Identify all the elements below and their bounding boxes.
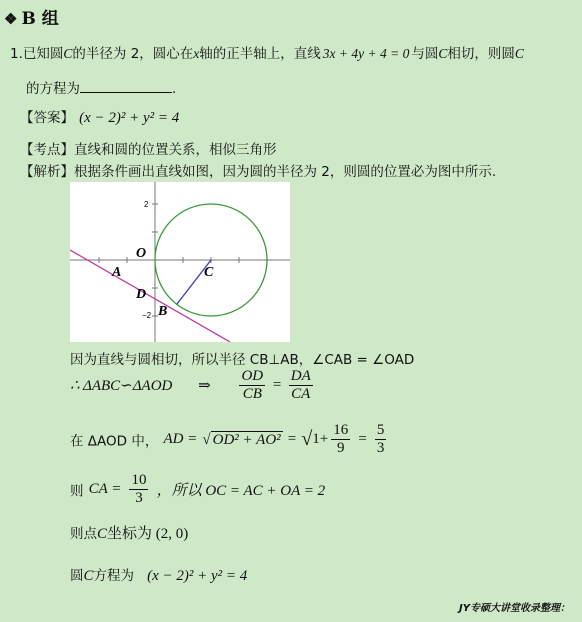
fraction-denominator: CB	[242, 386, 262, 402]
section-title: B 组	[21, 9, 59, 29]
equals: =	[271, 377, 282, 393]
var-c: C	[438, 46, 448, 61]
step-5-rest: 坐标为 (2, 0)	[107, 526, 189, 542]
question-text-2: 的半径为 2，圆心在	[72, 46, 194, 62]
label-c: C	[204, 265, 214, 280]
jiexi-text: 根据条件画出直线如图，因为圆的半径为 2，则圆的位置必为图中所示.	[74, 164, 497, 180]
var-c: C	[63, 46, 73, 61]
question-text-3: 轴的正半轴上，直线	[199, 46, 321, 62]
footer-credit: JY专硕大讲堂收录整理：	[459, 603, 570, 614]
answer-tag: 【答案】	[20, 110, 74, 126]
fraction-da-ca	[289, 368, 313, 403]
geometry-figure	[70, 182, 290, 342]
fraction-numerator: DA	[290, 368, 311, 384]
step-4-prefix: 则	[70, 483, 84, 500]
var-c: C	[514, 46, 524, 61]
tick-label-2: 2	[144, 200, 149, 209]
var-c: C	[83, 568, 94, 584]
step-2-left: ∴ ΔABC∽ΔAOD	[70, 378, 173, 394]
step-4	[70, 472, 325, 507]
question-number: 1.	[10, 46, 23, 62]
fraction-denominator: 3	[376, 440, 385, 456]
var-c: C	[97, 526, 108, 542]
kaodian-tag: 【考点】	[20, 142, 74, 158]
jiexi-row	[20, 160, 496, 180]
implies-symbol: ⇒	[198, 378, 211, 394]
step-6-rest: 方程为	[93, 568, 135, 584]
step-6	[70, 564, 247, 585]
var-x: x	[193, 46, 200, 61]
fraction-5-3	[375, 422, 387, 457]
sqrt-symbol: √	[301, 428, 313, 450]
line-equation: 3x + 4y + 4 = 0	[322, 46, 410, 61]
sqrt-content: OD² + AO²	[212, 431, 281, 448]
step-1-text: 因为直线与圆相切，所以半径 CB⊥AB，∠CAB = ∠OAD	[70, 352, 415, 368]
fraction-denominator: CA	[291, 386, 311, 402]
label-a: A	[112, 265, 122, 280]
fraction-numerator: OD	[241, 368, 264, 384]
step-5-text: 则点	[70, 526, 97, 542]
question-text-1: 已知圆	[22, 46, 64, 62]
question-end: .	[172, 81, 177, 97]
answer-blank	[80, 80, 172, 93]
diamond-icon: ❖	[4, 10, 18, 28]
tick-label-neg2: −2	[142, 311, 152, 320]
question-line-2	[26, 77, 176, 97]
question-text-4: 与圆	[411, 46, 439, 62]
answer-row	[20, 106, 179, 127]
equals: =	[358, 431, 367, 447]
label-b: B	[158, 304, 168, 319]
fraction-10-3	[129, 472, 148, 507]
fraction-numerator: 16	[333, 422, 349, 438]
step-1	[70, 348, 414, 368]
step-3	[70, 422, 389, 457]
answer-formula: (x − 2)² + y² = 4	[79, 110, 180, 126]
fraction-denominator: 3	[135, 490, 143, 506]
kaodian-text: 直线和圆的位置关系，相似三角形	[74, 142, 277, 158]
final-formula: (x − 2)² + y² = 4	[147, 568, 248, 584]
jiexi-tag: 【解析】	[20, 164, 74, 180]
step-5	[70, 522, 188, 543]
question-line-1	[10, 42, 524, 62]
fraction-denominator: 9	[337, 440, 345, 456]
step-4-suffix: ，所以 OC = AC + OA = 2	[156, 483, 326, 499]
step-3-prefix: 在 ΔAOD 中，	[70, 433, 159, 450]
question-text-6: 的方程为	[26, 81, 80, 97]
one-plus: 1+	[312, 431, 329, 447]
step-6-text: 圆	[70, 568, 84, 584]
tangent-line	[70, 250, 230, 342]
figure-svg	[70, 182, 290, 342]
question-text-5: 相切，则圆	[447, 46, 515, 62]
fraction-od-cb	[239, 368, 265, 403]
fraction-16-9	[331, 422, 350, 457]
fraction-numerator: 10	[131, 472, 147, 488]
label-o: O	[136, 246, 147, 261]
equals: =	[287, 431, 297, 447]
fraction-numerator: 5	[376, 422, 385, 438]
step-2	[70, 368, 316, 403]
sqrt-expr-1: √ OD² + AO²	[202, 431, 281, 448]
label-d: D	[136, 287, 147, 302]
step-3-ad: AD =	[163, 431, 198, 447]
section-heading	[4, 4, 59, 29]
kaodian-row	[20, 138, 277, 158]
step-4-ca: CA =	[88, 481, 122, 497]
